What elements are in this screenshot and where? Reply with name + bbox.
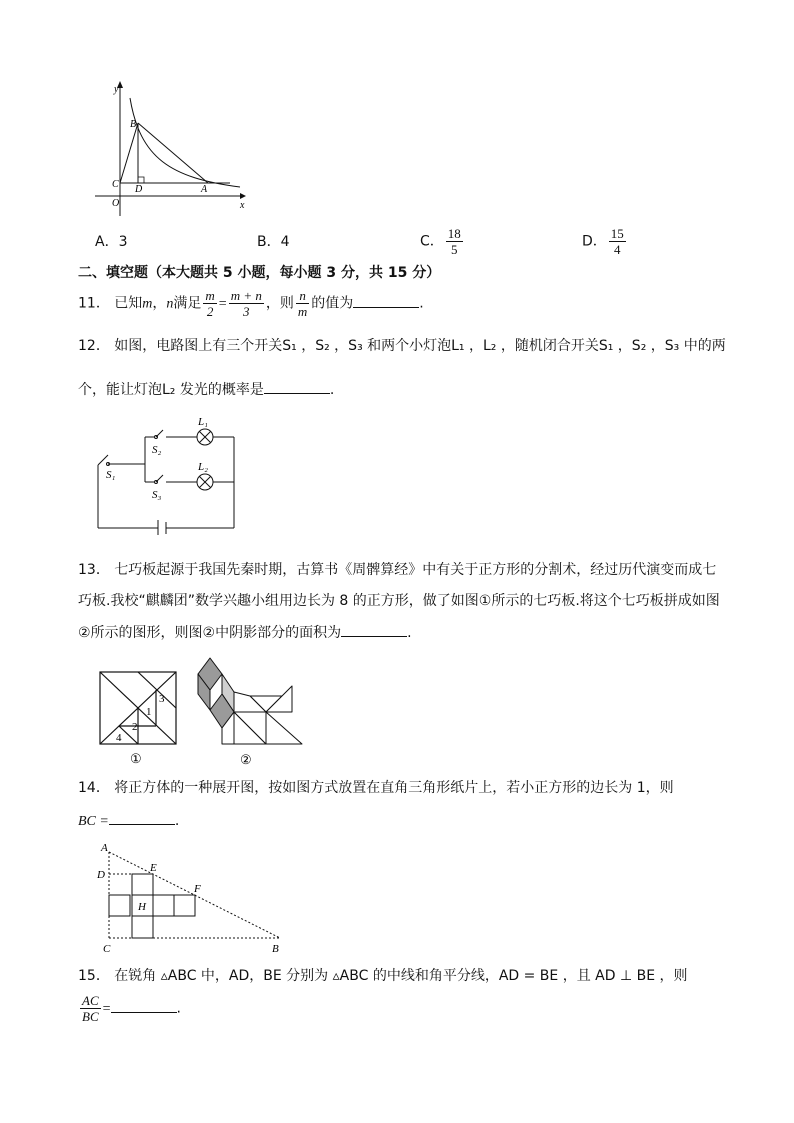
q10-label-C: C [112, 179, 119, 190]
q11-frac2-num: m + n [230, 288, 262, 303]
q11-var-m: m [142, 296, 153, 312]
q14-label-F: F [194, 883, 201, 895]
q13-end: . [407, 625, 412, 641]
q15-equals: = [102, 1001, 111, 1017]
q15-frac-den: BC [82, 1009, 99, 1024]
q10-option-d-num: 15 [610, 226, 624, 241]
q11-frac3-den: m [297, 304, 308, 319]
q10-label-y: y [114, 84, 119, 95]
q10-label-O: O [112, 198, 120, 209]
q10-option-c-den: 5 [451, 242, 458, 257]
question-12-line-2 [78, 379, 334, 400]
q11-text-4: 的值为 [311, 295, 354, 312]
q14-end: . [174, 813, 180, 829]
q11-text-3: ，则 [265, 295, 294, 312]
q14-number: 14． [78, 780, 110, 796]
q14-line2-text: BC = [78, 814, 109, 829]
q10-label-D: D [135, 184, 143, 195]
q10-option-d [582, 226, 628, 257]
q11-frac2-den: 3 [243, 304, 250, 319]
q10-option-c-label: C． [420, 233, 444, 250]
q11-answer-blank[interactable] [353, 293, 419, 308]
question-14-line-2 [78, 810, 179, 832]
q11-text-1: 已知 [114, 295, 143, 312]
q12-label-L2: L₂ [198, 461, 208, 473]
section-2-title: 二、填空题（本大题共 5 小题，每小题 3 分，共 15 分） [78, 265, 441, 281]
q12-number: 12． [78, 338, 110, 354]
q13-caption-2: ② [240, 752, 252, 767]
q11-text-2: 满足 [173, 295, 202, 312]
q12-line1-text: 如图，电路图上有三个开关S₁ ，S₂ ，S₃ 和两个小灯泡L₁ ，L₂ ，随机闭合开关S₁ ，S₂ ，S₃ 中的两 [114, 338, 726, 354]
q10-option-b: B．4 [257, 234, 290, 250]
q12-label-S2: S₂ [152, 444, 162, 456]
q14-label-D: D [97, 869, 105, 881]
q10-label-B: B [130, 119, 137, 130]
q10-option-a: A．3 [95, 234, 128, 250]
q14-line1-text: 将正方体的一种展开图，按如图方式放置在直角三角形纸片上，若小正方形的边长为 1，则 [114, 780, 674, 796]
q13-piece-2: 2 [132, 721, 138, 733]
q14-answer-blank[interactable] [109, 810, 175, 825]
q13-tangram-figure-2 [192, 652, 312, 768]
q12-circuit-diagram [92, 410, 242, 535]
q10-graph [90, 78, 260, 218]
q13-answer-blank[interactable] [341, 622, 407, 637]
q11-comma: ， [152, 295, 167, 312]
q13-line3-text: ②所示的图形，则图②中阴影部分的面积为 [78, 625, 342, 641]
q12-line2-text: 个，能让灯泡L₂ 发光的概率是 [78, 382, 264, 398]
q10-option-d-label: D． [582, 233, 607, 250]
q13-piece-3: 3 [159, 693, 165, 705]
q11-frac3-num: n [296, 288, 309, 304]
q15-line1-text: 在锐角 ▵ABC 中，AD，BE 分别为 ▵ABC 的中线和角平分线，AD = BE ，且 AD ⊥ BE ，则 [114, 968, 688, 984]
question-15-line-1 [78, 966, 688, 986]
q13-number: 13． [78, 562, 110, 578]
question-13-line-1 [78, 560, 716, 580]
q13-tangram-figure-1 [96, 668, 184, 768]
question-15-line-2 [78, 993, 181, 1024]
q15-frac-num: AC [82, 993, 99, 1008]
q12-label-L1: L₁ [198, 416, 208, 428]
q11-var-n: n [166, 296, 174, 312]
q11-equals: = [218, 296, 227, 312]
q10-option-c [420, 226, 465, 257]
q12-label-S1: S₁ [106, 469, 116, 481]
question-13-line-3 [78, 622, 412, 643]
question-13-line-2 [78, 591, 720, 611]
q14-label-E: E [150, 862, 157, 874]
q11-frac1-den: 2 [206, 304, 214, 319]
q13-piece-1: 1 [146, 706, 152, 718]
q11-number: 11． [78, 295, 110, 312]
question-11 [78, 288, 424, 319]
q10-option-d-den: 4 [614, 242, 621, 257]
q13-line2-text: 巧板.我校“麒麟团”数学兴趣小组用边长为 8 的正方形，做了如图①所示的七巧板.将这个七巧板拼成如图 [78, 593, 720, 609]
q15-end: . [176, 1000, 181, 1017]
q10-label-A: A [201, 184, 208, 195]
question-12-line-1 [78, 336, 726, 356]
q14-label-H: H [138, 901, 146, 913]
q15-answer-blank[interactable] [111, 998, 177, 1013]
q14-label-B: B [272, 943, 279, 955]
q13-piece-4: 4 [116, 732, 122, 744]
q14-label-C: C [103, 943, 111, 955]
q12-label-S3: S₃ [152, 489, 162, 501]
q10-label-x: x [240, 200, 245, 211]
q11-end: . [419, 295, 424, 312]
q10-option-c-num: 18 [447, 226, 461, 241]
q15-number: 15． [78, 968, 110, 984]
q12-answer-blank[interactable] [264, 379, 330, 394]
q14-label-A: A [101, 842, 108, 854]
question-14-line-1 [78, 778, 674, 798]
q12-end: . [329, 382, 335, 398]
q11-frac1-num: m [205, 288, 215, 303]
q13-caption-1: ① [130, 751, 142, 766]
q13-line1-text: 七巧板起源于我国先秦时期，古算书《周髀算经》中有关于正方形的分割术，经过历代演变而成七 [114, 562, 717, 578]
q14-cube-net-diagram [94, 838, 294, 956]
